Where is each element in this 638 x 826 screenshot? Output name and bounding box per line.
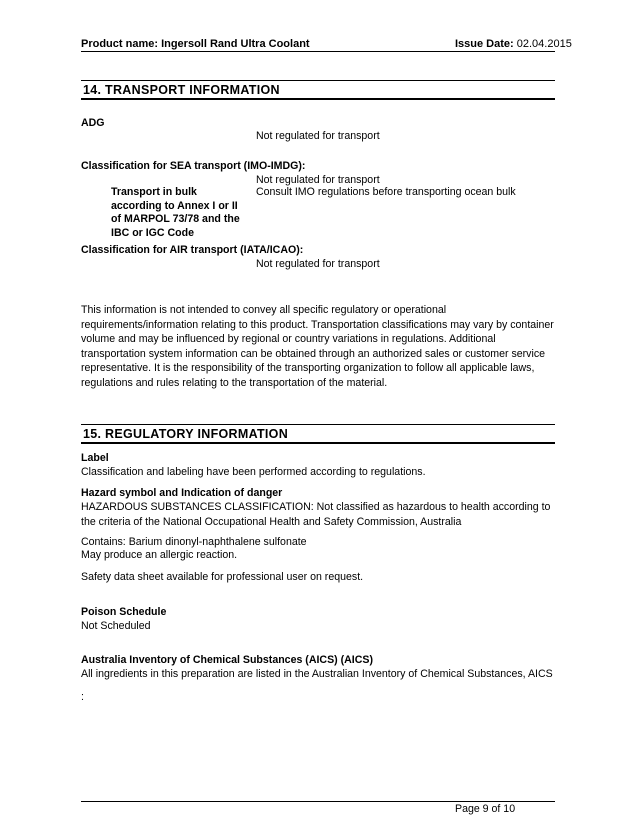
hazard-classification — [81, 500, 559, 529]
contains-line: Contains: Barium dinonyl-naphthalene sulfonate — [81, 536, 307, 548]
label-heading: Label — [81, 452, 109, 464]
label-text: Classification and labeling have been performed according to regulations. — [81, 466, 426, 478]
bulk-label — [111, 186, 240, 240]
transport-disclaimer — [81, 303, 559, 390]
bulk-value: Consult IMO regulations before transporting ocean bulk — [256, 186, 516, 198]
sea-value: Not regulated for transport — [256, 174, 380, 186]
disclaimer-line: This information is not intended to convey all specific regulatory or operational — [81, 304, 447, 316]
bulk-label-line: of MARPOL 73/78 and the — [111, 213, 240, 225]
bulk-label-line: according to Annex I or II — [111, 199, 238, 212]
page-number: Page 9 of 10 — [455, 803, 516, 815]
bulk-label-line: Transport in bulk — [111, 186, 197, 198]
issue-date-label: Issue Date: — [455, 38, 514, 50]
adg-value: Not regulated for transport — [256, 130, 380, 142]
header-issue-date — [455, 38, 572, 50]
aics-text: All ingredients in this preparation are listed in the Australian Inventory of Chemical Substances, AICS — [81, 668, 553, 680]
hazard-heading: Hazard symbol and Indication of danger — [81, 487, 283, 499]
issue-date-value: 02.04.2015 — [516, 38, 572, 50]
section-15-title: 15. REGULATORY INFORMATION — [83, 427, 289, 441]
bulk-label-line: IBC or IGC Code — [111, 226, 194, 239]
disclaimer-line: volume and may be influenced by regional or country variations in regulations. Additional — [81, 333, 496, 345]
sea-label: Classification for SEA transport (IMO-IMDG): — [81, 160, 306, 172]
poison-heading: Poison Schedule — [81, 606, 167, 618]
header-product-name: Product name: Ingersoll Rand Ultra Coolant — [81, 38, 310, 50]
disclaimer-line: regulations and rules relating to the transportation of the material. — [81, 376, 388, 389]
disclaimer-line: requirements/information relating to this product. Transportation classifications may vary by container — [81, 318, 554, 331]
footer-rule — [81, 801, 555, 802]
hazard-line: the criteria of the National Occupational Health and Safety Commission, Australia — [81, 515, 462, 528]
disclaimer-line: transportation system information can be obtained through an authorized sales or customer service — [81, 347, 546, 360]
allergic-line: May produce an allergic reaction. — [81, 549, 238, 561]
aics-colon: : — [81, 691, 84, 703]
poison-value: Not Scheduled — [81, 620, 151, 632]
hazard-line: HAZARDOUS SUBSTANCES CLASSIFICATION: Not classified as hazardous to health according to — [81, 501, 551, 513]
header-rule — [81, 51, 555, 52]
air-label: Classification for AIR transport (IATA/ICAO): — [81, 244, 304, 256]
aics-heading: Australia Inventory of Chemical Substances (AICS) (AICS) — [81, 654, 373, 666]
section-14-title: 14. TRANSPORT INFORMATION — [83, 83, 280, 97]
adg-label: ADG — [81, 117, 105, 129]
disclaimer-line: representative. It is the responsibility of the transporting organization to follow all applicable laws, — [81, 362, 535, 374]
sds-availability: Safety data sheet available for professional user on request. — [81, 571, 364, 583]
air-value: Not regulated for transport — [256, 258, 380, 270]
